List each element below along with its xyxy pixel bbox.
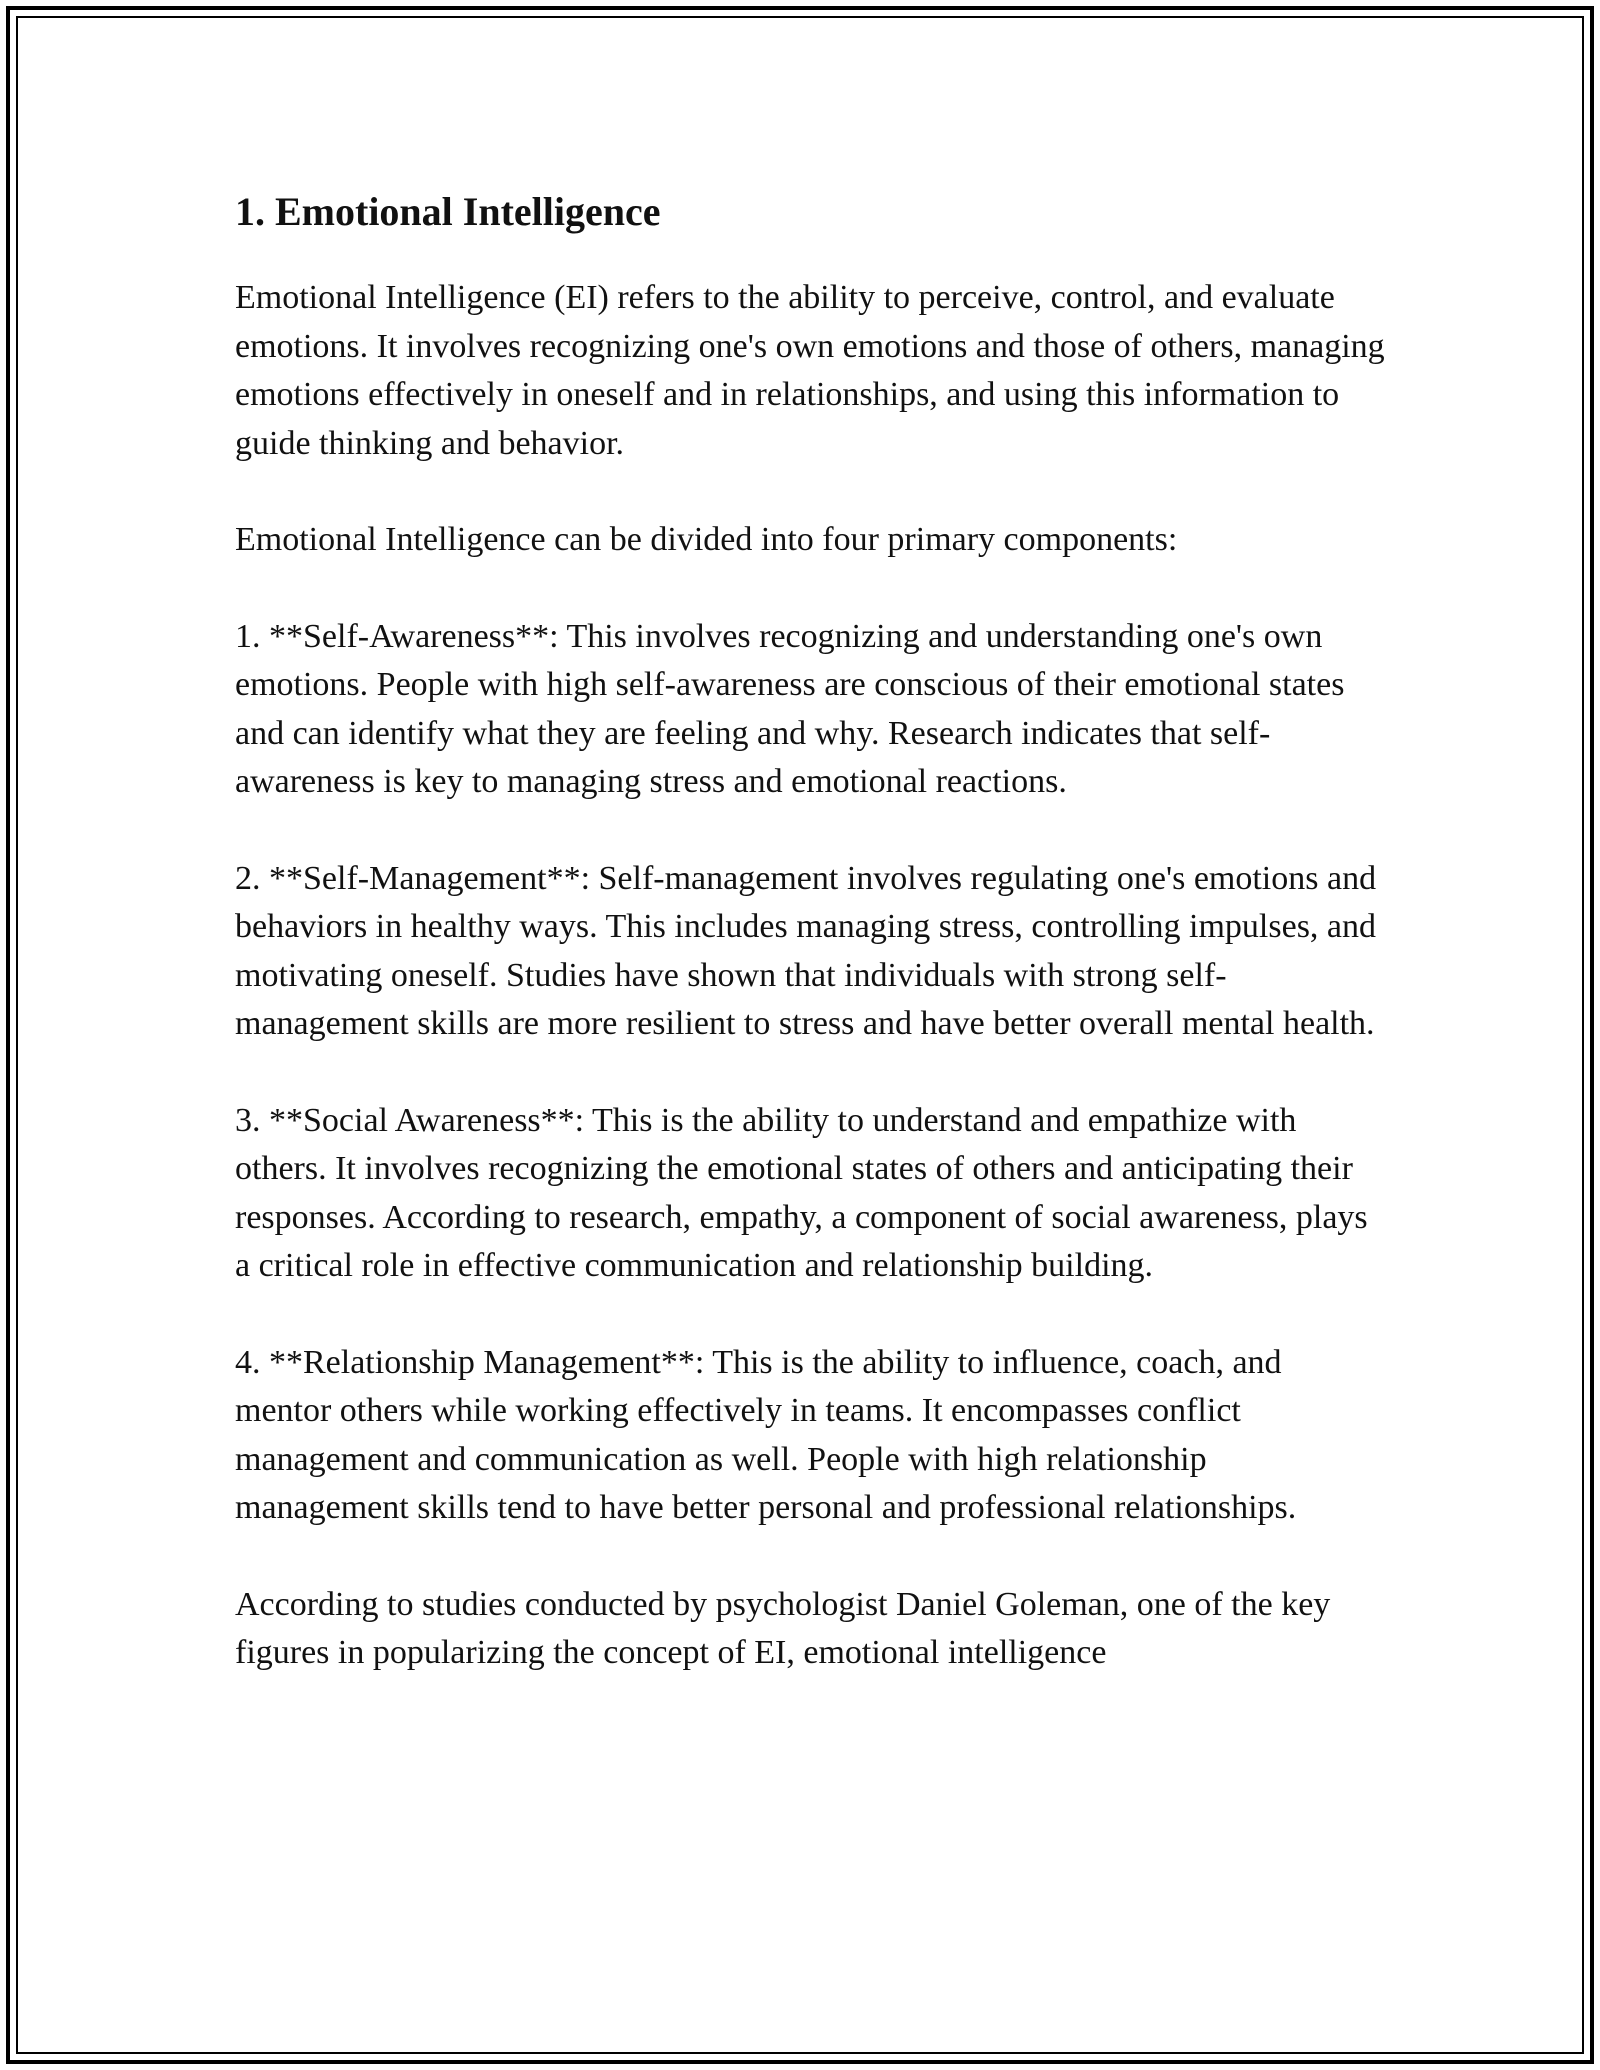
components-intro-paragraph: Emotional Intelligence can be divided into four primary components: (235, 521, 1178, 558)
intro-paragraph: Emotional Intelligence (EI) refers to the ability to perceive, control, and evaluate emotions. It involves recognizing one's own emotions and those of others, managing emotions effectively in oneself and in relationships, and using this information to guide thinking and behavior. (235, 279, 1385, 462)
self-management-paragraph: 2. **Self-Management**: Self-management involves regulating one's emotions and behaviors in healthy ways. This includes managing stress, controlling impulses, and motivating oneself. Studies have shown that individuals with strong self-management skills are more resilient to stress and have better overall mental health. (235, 859, 1377, 1042)
section-heading: 1. Emotional Intelligence (235, 189, 661, 234)
self-awareness-paragraph: 1. **Self-Awareness**: This involves recognizing and understanding one's own emotions. People with high self-awareness are conscious of their emotional states and can identify what they are feeling and why. Research indicates that self-awareness is key to managing stress and emotional reactions. (235, 617, 1345, 800)
social-awareness-paragraph: 3. **Social Awareness**: This is the ability to understand and empathize with others. It involves recognizing the emotional states of others and anticipating their responses. According to research, empathy, a component of social awareness, plays a critical role in effective communication and relationship building. (235, 1101, 1368, 1284)
goleman-paragraph: According to studies conducted by psychologist Daniel Goleman, one of the key figures in popularizing the concept of EI, emotional intelligence (235, 1585, 1331, 1671)
document-body (235, 180, 1385, 1678)
relationship-management-paragraph: 4. **Relationship Management**: This is the ability to influence, coach, and mentor others while working effectively in teams. It encompasses conflict management and communication as well. People with high relationship management skills tend to have better personal and professional relationships. (235, 1343, 1297, 1526)
